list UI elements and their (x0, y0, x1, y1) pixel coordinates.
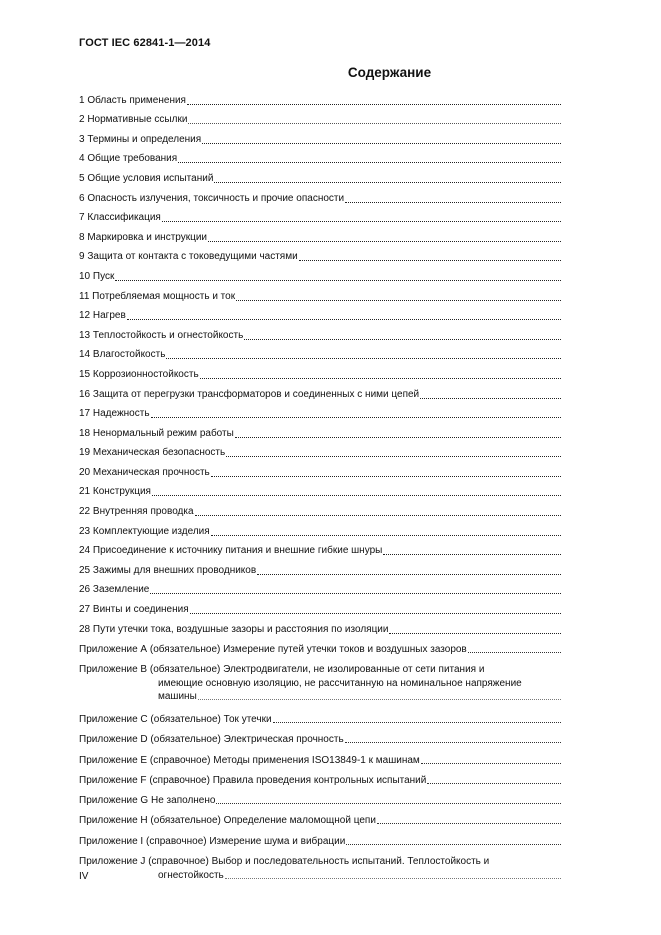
toc-item-label: 2 Нормативные ссылки (79, 114, 188, 126)
toc-item[interactable] (79, 341, 561, 361)
toc-item-label: 1 Область применения (79, 94, 186, 106)
annex-c-item[interactable] (79, 702, 561, 725)
toc-item[interactable] (79, 204, 561, 224)
toc-item-label: 27 Винты и соединения (79, 604, 189, 616)
toc-item[interactable] (79, 360, 561, 380)
annex-c-label: Приложение С (обязательное) Ток утечки (79, 713, 272, 725)
toc-item-label: 23 Комплектующие изделия (79, 525, 210, 537)
page-number: IV (79, 871, 89, 882)
toc-item[interactable] (79, 439, 561, 459)
annex-d-item[interactable] (79, 725, 561, 745)
dot-leader (115, 280, 561, 281)
dot-leader (225, 878, 561, 879)
table-of-contents (79, 86, 561, 881)
dot-leader (198, 699, 561, 700)
annex-e-label: Приложение Е (справочное) Методы применения ISO13849-1 к машинам (79, 754, 420, 766)
toc-item[interactable] (79, 380, 561, 400)
toc-item[interactable] (79, 86, 561, 106)
annex-b-label-cont: машины (158, 690, 197, 702)
annex-a-label: Приложение А (обязательное) Измерение путей утечки токов и воздушных зазоров (79, 643, 467, 655)
annex-g-label: Приложение G Не заполнено (79, 795, 216, 807)
toc-item-label: 18 Ненормальный режим работы (79, 427, 234, 439)
dot-leader (226, 456, 561, 457)
dot-leader (190, 613, 561, 614)
toc-item-label: 22 Внутренняя проводка (79, 506, 194, 518)
toc-item-label: 19 Механическая безопасность (79, 447, 226, 459)
toc-item[interactable] (79, 478, 561, 498)
annex-h-item[interactable] (79, 806, 561, 826)
annex-f-label: Приложение F (справочное) Правила проведения контрольных испытаний (79, 774, 427, 786)
toc-item[interactable] (79, 517, 561, 537)
annex-d-label: Приложение D (обязательное) Электрическая прочность (79, 734, 344, 746)
dot-leader (257, 574, 561, 575)
toc-item-label: 5 Общие условия испытаний (79, 172, 214, 184)
toc-item-label: 13 Теплостойкость и огнестойкость (79, 329, 244, 341)
annex-b-label: Приложение В (обязательное) Электродвигатели, не изолированные от сети питания и (79, 663, 485, 675)
toc-item[interactable] (79, 595, 561, 615)
dot-leader (202, 143, 561, 144)
dot-leader (214, 182, 561, 183)
toc-item[interactable] (79, 556, 561, 576)
toc-item[interactable] (79, 243, 561, 263)
dot-leader (208, 241, 561, 242)
toc-item-label: 26 Заземление (79, 584, 150, 596)
toc-item[interactable] (79, 106, 561, 126)
toc-item[interactable] (79, 262, 561, 282)
dot-leader (383, 554, 561, 555)
toc-item[interactable] (79, 615, 561, 635)
dot-leader (377, 823, 561, 824)
dot-leader (389, 633, 561, 634)
annex-j-label: Приложение J (справочное) Выбор и последовательность испытаний. Теплостойкость и (79, 855, 490, 867)
dot-leader (236, 300, 561, 301)
annex-g-item[interactable] (79, 786, 561, 806)
dot-leader (187, 104, 561, 105)
toc-item-label: 21 Конструкция (79, 486, 151, 498)
dot-leader (127, 319, 561, 320)
annex-j-label-cont: огнестойкость (158, 869, 224, 881)
toc-item[interactable] (79, 458, 561, 478)
dot-leader (188, 123, 561, 124)
toc-item[interactable] (79, 145, 561, 165)
dot-leader (468, 652, 561, 653)
dot-leader (166, 358, 561, 359)
toc-item-label: 20 Механическая прочность (79, 466, 210, 478)
dot-leader (162, 221, 561, 222)
toc-item[interactable] (79, 223, 561, 243)
toc-item[interactable] (79, 321, 561, 341)
annex-j-item[interactable] (79, 847, 561, 881)
toc-item[interactable] (79, 537, 561, 557)
toc-item[interactable] (79, 125, 561, 145)
dot-leader (195, 515, 561, 516)
annex-i-label: Приложение I (справочное) Измерение шума и вибрации (79, 835, 346, 847)
dot-leader (178, 162, 561, 163)
dot-leader (273, 722, 561, 723)
dot-leader (421, 763, 561, 764)
toc-item[interactable] (79, 164, 561, 184)
toc-item[interactable] (79, 576, 561, 596)
toc-item[interactable] (79, 497, 561, 517)
dot-leader (151, 417, 561, 418)
toc-item-label: 8 Маркировка и инструкции (79, 231, 208, 243)
dot-leader (152, 495, 561, 496)
toc-item-label: 10 Пуск (79, 270, 115, 282)
dot-leader (299, 260, 561, 261)
toc-item-label: 9 Защита от контакта с токоведущими частями (79, 251, 298, 263)
dot-leader (346, 844, 561, 845)
toc-item-label: 12 Нагрев (79, 310, 126, 322)
dot-leader (150, 593, 561, 594)
annex-h-label: Приложение H (обязательное) Определение маломощной цепи (79, 815, 376, 827)
dot-leader (211, 535, 561, 536)
toc-item-label: 3 Термины и определения (79, 133, 202, 145)
toc-item-label: 15 Коррозионностойкость (79, 368, 199, 380)
toc-item[interactable] (79, 419, 561, 439)
dot-leader (345, 202, 561, 203)
dot-leader (216, 803, 561, 804)
toc-item-label: 28 Пути утечки тока, воздушные зазоры и расстояния по изоляции (79, 623, 389, 635)
dot-leader (211, 476, 561, 477)
toc-item-label: 25 Зажимы для внешних проводников (79, 564, 257, 576)
toc-item-label: 14 Влагостойкость (79, 349, 166, 361)
toc-item[interactable] (79, 184, 561, 204)
annex-e-item[interactable] (79, 745, 561, 765)
toc-item-label: 6 Опасность излучения, токсичность и прочие опасности (79, 192, 345, 204)
toc-item[interactable] (79, 302, 561, 322)
dot-leader (345, 742, 561, 743)
toc-item-label: 4 Общие требования (79, 153, 178, 165)
toc-item[interactable] (79, 400, 561, 420)
contents-title: Содержание (347, 65, 432, 80)
toc-item-label: 17 Надежность (79, 408, 150, 420)
annex-b-item[interactable] (79, 655, 561, 702)
dot-leader (427, 783, 561, 784)
toc-item-label: 16 Защита от перегрузки трансформаторов и соединенных с ними цепей (79, 388, 420, 400)
toc-item[interactable] (79, 282, 561, 302)
toc-item-label: 11 Потребляемая мощность и ток (79, 290, 236, 302)
annex-a-item[interactable] (79, 635, 561, 655)
standard-header: ГОСТ IEC 62841-1—2014 (79, 37, 211, 49)
dot-leader (200, 378, 561, 379)
dot-leader (420, 398, 561, 399)
annex-i-item[interactable] (79, 826, 561, 846)
toc-item-label: 7 Классификация (79, 212, 161, 224)
annex-b-label-cont: имеющие основную изоляцию, не рассчитанную на номинальное напряжение (158, 677, 522, 689)
dot-leader (244, 339, 561, 340)
toc-item-label: 24 Присоединение к источнику питания и внешние гибкие шнуры (79, 545, 383, 557)
annex-f-item[interactable] (79, 766, 561, 786)
dot-leader (235, 437, 561, 438)
